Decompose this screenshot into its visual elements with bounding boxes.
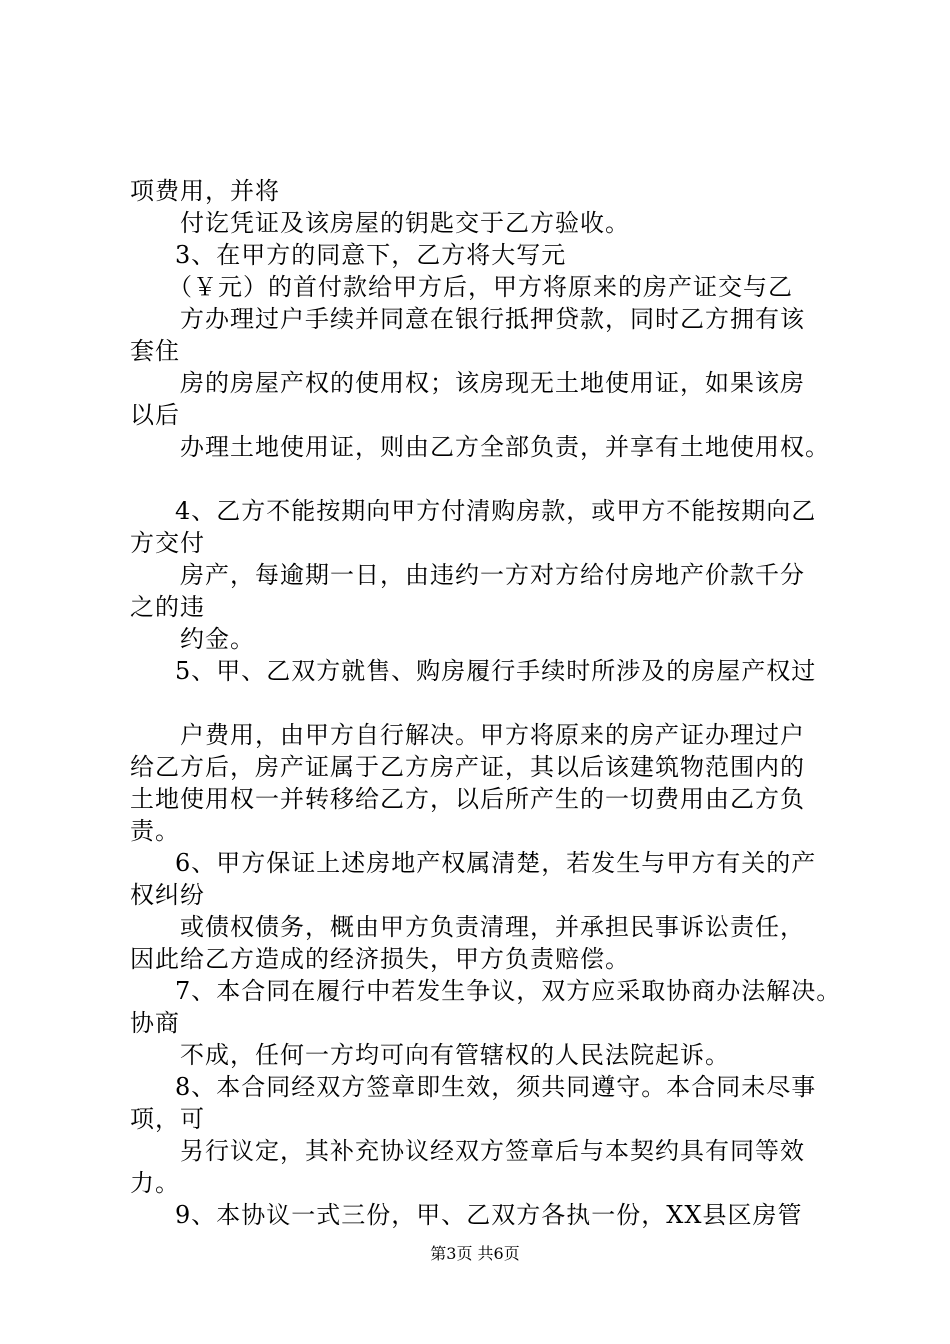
text-line-2: 付讫凭证及该房屋的钥匙交于乙方验收。 [180, 209, 630, 237]
text-line-30: 力。 [130, 1169, 180, 1197]
text-line-3: 3、在甲方的同意下，乙方将大写元 [175, 241, 567, 269]
text-line-11: 方交付 [130, 529, 205, 557]
text-line-27: 8、本合同经双方签章即生效，须共同遵守。本合同未尽事 [175, 1073, 817, 1101]
text-line-15: 5、甲、乙双方就售、购房履行手续时所涉及的房屋产权过 [175, 657, 817, 685]
text-line-10: 4、乙方不能按期向甲方付清购房款，或甲方不能按期向乙 [175, 497, 817, 525]
text-line-7: 房的房屋产权的使用权；该房现无土地使用证，如果该房 [180, 369, 805, 397]
text-line-24: 7、本合同在履行中若发生争议，双方应采取协商办法解决。 [175, 977, 842, 1005]
text-line-26: 不成，任何一方均可向有管辖权的人民法院起诉。 [180, 1041, 730, 1069]
text-line-20: 6、甲方保证上述房地产权属清楚，若发生与甲方有关的产 [175, 849, 817, 877]
page-footer: 第3页 共6页 [430, 1244, 520, 1263]
text-line-5: 方办理过户手续并同意在银行抵押贷款，同时乙方拥有该 [180, 305, 805, 333]
text-line-25: 协商 [130, 1009, 180, 1037]
text-line-23: 因此给乙方造成的经济损失，甲方负责赔偿。 [130, 945, 630, 973]
text-line-22: 或债权债务，概由甲方负责清理，并承担民事诉讼责任， [180, 913, 805, 941]
text-line-29: 另行议定，其补充协议经双方签章后与本契约具有同等效 [180, 1137, 805, 1165]
text-line-17: 给乙方后，房产证属于乙方房产证，其以后该建筑物范围内的 [130, 753, 805, 781]
text-line-28: 项，可 [130, 1105, 205, 1133]
text-line-6: 套住 [130, 337, 180, 365]
text-line-21: 权纠纷 [130, 881, 205, 909]
text-line-19: 责。 [130, 817, 180, 845]
text-line-16: 户费用，由甲方自行解决。甲方将原来的房产证办理过户 [180, 721, 805, 749]
text-line-9: 办理土地使用证，则由乙方全部负责，并享有土地使用权。 [180, 433, 830, 461]
text-line-14: 约金。 [180, 625, 255, 653]
text-line-12: 房产，每逾期一日，由违约一方对方给付房地产价款千分 [180, 561, 805, 589]
text-line-31: 9、本协议一式三份，甲、乙双方各执一份，XX县区房管 [175, 1201, 803, 1229]
text-line-1: 项费用，并将 [130, 177, 280, 205]
text-line-13: 之的违 [130, 593, 205, 621]
text-line-4: （￥元）的首付款给甲方后，甲方将原来的房产证交与乙 [168, 273, 793, 301]
text-line-18: 土地使用权一并转移给乙方，以后所产生的一切费用由乙方负 [130, 785, 805, 813]
text-line-8: 以后 [130, 401, 180, 429]
